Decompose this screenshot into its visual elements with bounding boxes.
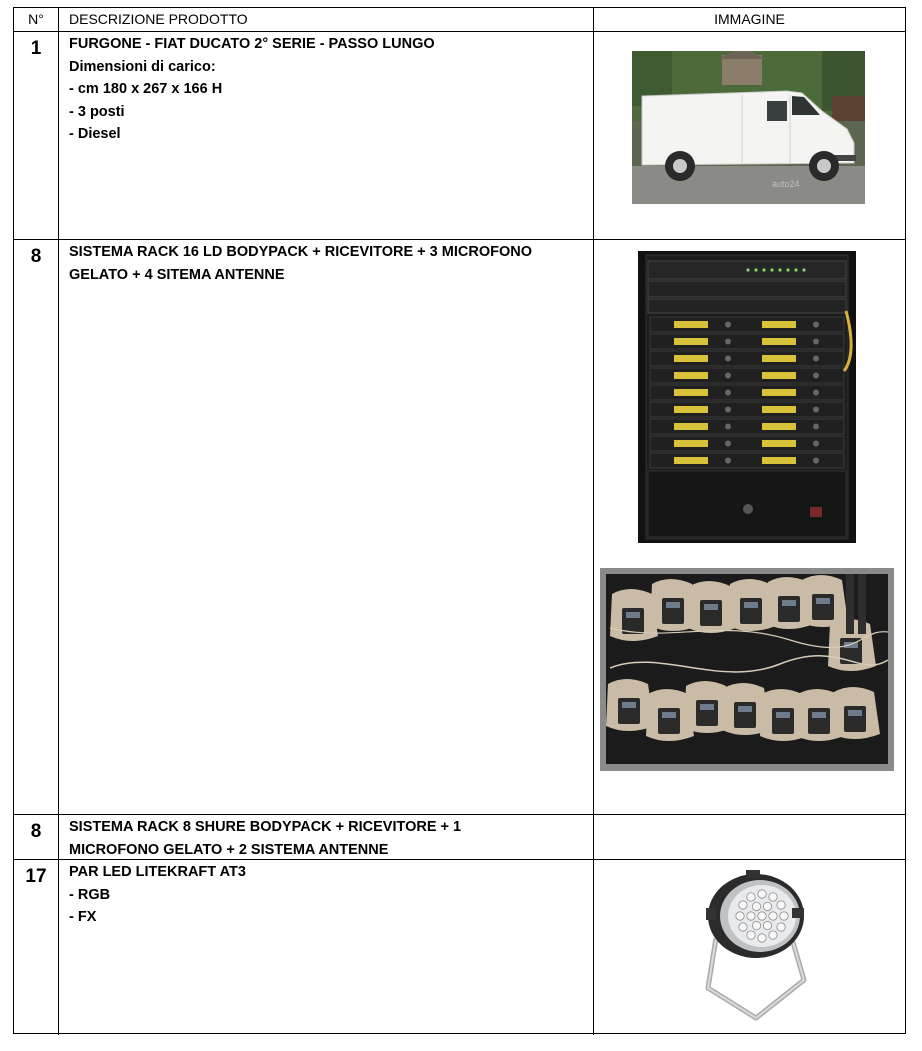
header-number: N° <box>14 8 59 31</box>
description-line: - RGB <box>69 886 111 903</box>
row-image-cell <box>594 32 905 239</box>
receiver-rack-photo <box>638 251 856 543</box>
row-description <box>59 815 594 859</box>
row-image-cell <box>594 815 905 859</box>
description-line: GELATO + 4 SITEMA ANTENNE <box>69 266 285 283</box>
row-image-cell <box>594 860 905 1035</box>
row-description <box>59 240 594 814</box>
row-number: 17 <box>14 860 59 1035</box>
table-header <box>14 8 905 32</box>
table-row <box>14 860 905 1035</box>
product-table <box>13 7 906 1034</box>
description-line: - cm 180 x 267 x 166 H <box>69 81 223 97</box>
row-description <box>59 32 594 239</box>
row-number: 1 <box>14 32 59 239</box>
description-line: SISTEMA RACK 8 SHURE BODYPACK + RICEVITORE + 1 <box>69 819 462 835</box>
table-row <box>14 240 905 815</box>
row-number: 8 <box>14 815 59 859</box>
bodypack-case-photo <box>600 568 894 771</box>
description-line: PAR LED LITEKRAFT AT3 <box>69 864 246 880</box>
row-number: 8 <box>14 240 59 814</box>
par-led-light-photo <box>694 868 812 1026</box>
description-line: - FX <box>69 909 97 925</box>
row-description <box>59 860 594 1035</box>
table-row <box>14 815 905 860</box>
row-image-cell <box>594 240 905 814</box>
description-line: MICROFONO GELATO + 2 SISTEMA ANTENNE <box>69 841 389 858</box>
svg-text:auto24: auto24 <box>772 179 800 189</box>
description-line: - 3 posti <box>69 103 125 120</box>
description-line: FURGONE - FIAT DUCATO 2° SERIE - PASSO LUNGO <box>69 36 435 52</box>
description-line: - Diesel <box>69 126 121 142</box>
header-image: IMMAGINE <box>714 11 785 27</box>
table-row <box>14 32 905 240</box>
header-description: DESCRIZIONE PRODOTTO <box>59 8 594 31</box>
description-line: Dimensioni di carico: <box>69 58 216 75</box>
description-line: SISTEMA RACK 16 LD BODYPACK + RICEVITORE + 3 MICROFONO <box>69 244 532 260</box>
white-van-photo <box>632 51 865 204</box>
